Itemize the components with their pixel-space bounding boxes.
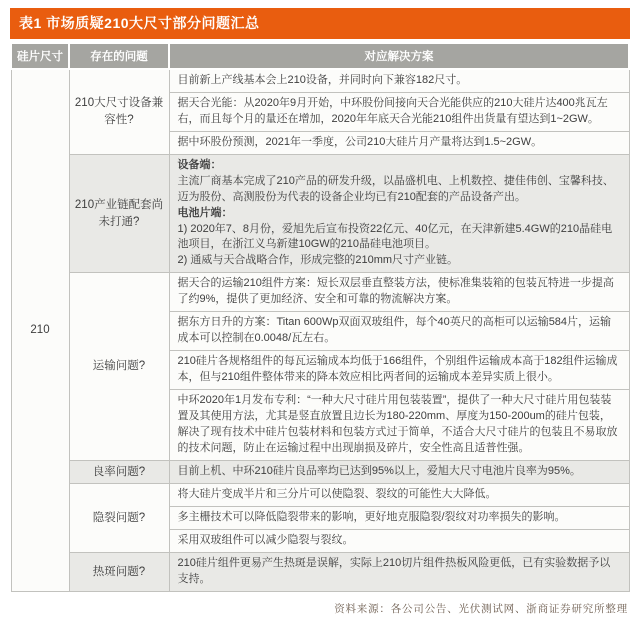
table-title: 表1 市场质疑210大尺寸部分问题汇总 — [19, 15, 260, 31]
problem-cell: 热斑问题? — [69, 553, 169, 592]
table-row — [11, 69, 629, 92]
solution-cell — [169, 312, 629, 351]
solution-paragraph: 据天合的运输210组件方案：短长双层垂直整装方法，使标准集装箱的包装瓦特进一步提高了约9%，提供了更加经济、安全和可靠的物流解决方案。 — [177, 277, 614, 306]
problem-cell: 隐裂问题? — [69, 484, 169, 553]
source-note: 资料来源：各公司公告、光伏测试网、浙商证券研究所整理 — [334, 604, 628, 616]
solution-cell — [169, 553, 629, 592]
solution-cell — [169, 389, 629, 460]
table-row — [11, 460, 629, 484]
solution-paragraph: 目前新上产线基本会上210设备，并同时向下兼容182尺寸。 — [177, 74, 468, 86]
problem-cell: 良率问题? — [69, 460, 169, 484]
solution-paragraph: 2) 通威与天合战略合作，形成完整的210mm尺寸产业链。 — [177, 254, 459, 267]
solution-paragraph: 将大硅片变成半片和三分片可以使隐裂、裂纹的可能性大大降低。 — [177, 488, 497, 501]
solution-paragraph: 采用双玻组件可以减少隐裂与裂纹。 — [177, 534, 354, 547]
table-body — [11, 69, 629, 592]
header-solutions: 对应解决方案 — [169, 43, 629, 69]
problem-cell: 210产业链配套尚未打通? — [69, 154, 169, 273]
table-header — [11, 43, 629, 69]
solution-cell — [169, 530, 629, 553]
solution-cell — [169, 154, 629, 273]
solution-paragraph: 据东方日升的方案：Titan 600Wp双面双玻组件，每个40英尺的高柜可以运输584片，运输成本可以控制在0.0048/瓦左右。 — [177, 316, 612, 345]
table-row — [11, 484, 629, 507]
problem-cell: 210大尺寸设备兼容性? — [69, 69, 169, 154]
wafer-size-cell: 210 — [11, 69, 69, 592]
solution-paragraph: 中环2020年1月发布专利：“一种大尺寸硅片用包装装置”，提供了一种大尺寸硅片用包装装置及其使用方法，尤其是竖直放置且边长为180-220mm、厚度为150-200um的硅片包装，解决了现有技术中硅片包装材料和包装方式过于简单，不适合大尺寸硅片的包装且不易取放的技术问题，防止在运输过程中出现崩损及碎片，安全性高且适普性强。 — [177, 393, 618, 454]
solution-cell — [169, 351, 629, 390]
solution-cell — [169, 131, 629, 154]
solution-paragraph: 主流厂商基本完成了210产品的研发升级，以晶盛机电、上机数控、捷佳伟创、宝馨科技、迈为股份、高测股份为代表的设备企业均已有210配套的产品设备产出。 — [177, 174, 614, 203]
problem-cell: 运输问题? — [69, 273, 169, 460]
header-problems: 存在的问题 — [69, 43, 169, 69]
solution-paragraph: 210硅片各规格组件的每瓦运输成本均低于166组件，个别组件运输成本高于182组件运输成本，但与210组件整体带来的降本效应相比两者间的运输成本差异实质上很小。 — [177, 355, 618, 383]
solution-cell — [169, 273, 629, 312]
solution-paragraph: 设备端： — [177, 158, 222, 171]
issues-table — [10, 42, 630, 592]
solution-cell — [169, 507, 629, 530]
solution-paragraph: 目前上机、中环210硅片良品率均已达到95%以上，爱旭大尺寸电池片良率为95%。 — [177, 465, 581, 478]
solution-paragraph: 据天合光能：从2020年9月开始，中环股份间接向天合光能供应的210大硅片达400兆瓦左右，而且每个月的量还在增加，2020年年底天合光能210组件出货量有望达到1~2GW。 — [177, 96, 608, 125]
table-row — [11, 553, 629, 592]
table-row — [11, 154, 629, 273]
table-row — [11, 273, 629, 312]
header-wafer-size: 硅片尺寸 — [11, 43, 69, 69]
solution-paragraph: 多主栅技术可以降低隐裂带来的影响，更好地克服隐裂/裂纹对功率损失的影响。 — [177, 511, 566, 524]
table-title-bar — [10, 8, 630, 39]
solution-cell — [169, 484, 629, 507]
solution-cell — [169, 92, 629, 131]
solution-cell — [169, 69, 629, 92]
solution-cell — [169, 460, 629, 484]
solution-paragraph: 据中环股份预测，2021年一季度，公司210大硅片月产量将达到1.5~2GW。 — [177, 135, 543, 148]
solution-paragraph: 1) 2020年7、8月份，爱旭先后宣布投资22亿元、40亿元，在天津新建5.4GW的210晶硅电池项目，在浙江义乌新建10GW的210晶硅电池项目。 — [177, 222, 613, 251]
solution-paragraph: 210硅片组件更易产生热斑是误解，实际上210切片组件热板风险更低，已有实验数据予以支持。 — [177, 557, 611, 586]
header-row — [11, 43, 629, 69]
solution-paragraph: 电池片端： — [177, 206, 233, 219]
